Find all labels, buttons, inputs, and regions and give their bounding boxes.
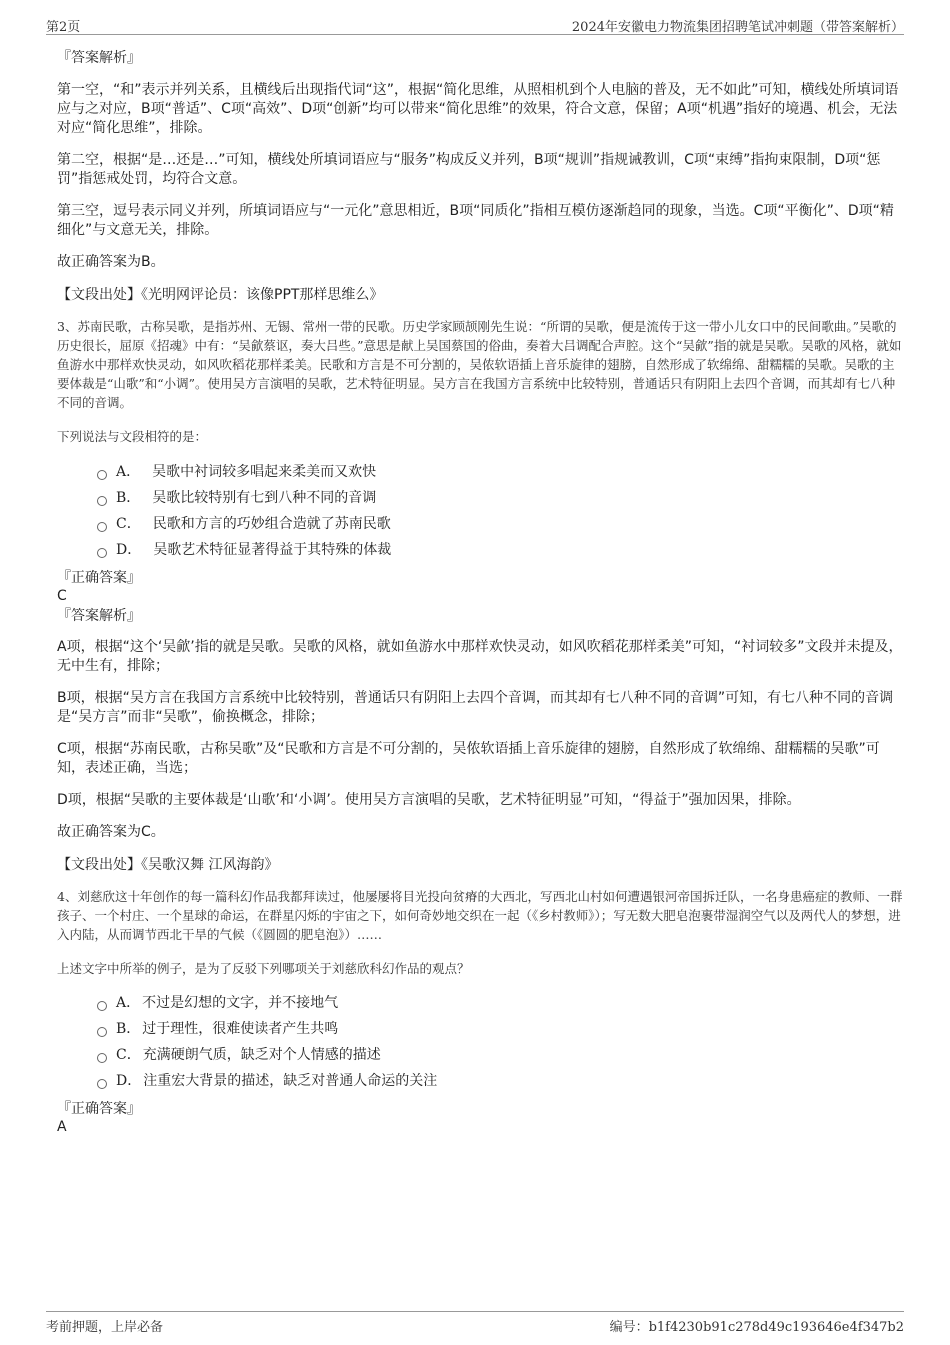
radio-icon[interactable] bbox=[97, 522, 107, 532]
document-title: 2024年安徽电力物流集团招聘笔试冲刺题（带答案解析） bbox=[571, 20, 904, 35]
radio-icon[interactable] bbox=[97, 496, 107, 506]
analysis-conclusion: 故正确答案为C。 bbox=[57, 824, 165, 840]
answer-analysis-label: 『答案解析』 bbox=[57, 50, 141, 66]
question-stem: 下列说法与文段相符的是： bbox=[57, 429, 208, 444]
option-list bbox=[57, 459, 904, 563]
document-id: 编号：b1f4230b91c278d49c193646e4f347b2 bbox=[609, 1320, 904, 1335]
footer-slogan: 考前押题，上岸必备 bbox=[46, 1320, 164, 1335]
source-citation: 【文段出处】《光明网评论员：该像PPT那样思维么》 bbox=[57, 287, 384, 303]
radio-icon[interactable] bbox=[97, 1079, 107, 1089]
analysis-paragraph: C项，根据“苏南民歌，古称吴歌”及“民歌和方言是不可分割的，吴侬软语插上音乐旋律的翅膀，自然形成了软绵绵、甜糯糯的吴歌”可知，表述正确，当选； bbox=[57, 741, 880, 776]
document-content bbox=[57, 46, 904, 1136]
source-citation: 【文段出处】《吴歌汉舞 江风海韵》 bbox=[57, 857, 279, 873]
radio-icon[interactable] bbox=[97, 548, 107, 558]
correct-answer-label: 『正确答案』 bbox=[57, 1101, 141, 1117]
correct-answer-label: 『正确答案』 bbox=[57, 570, 141, 586]
analysis-paragraph: D项，根据“吴歌的主要体裁是‘山歌’和‘小调’。使用吴方言演唱的吴歌，艺术特征明显”可知，“得益于”强加因果，排除。 bbox=[57, 792, 801, 808]
analysis-paragraph: 第二空，根据“是…还是…”可知，横线处所填词语应与“服务”构成反义并列，B项“规训”指规诫教训，C项“束缚”指拘束限制，D项“惩罚”指惩戒处罚，均符合文意。 bbox=[57, 152, 881, 187]
correct-answer: A bbox=[57, 1119, 67, 1135]
radio-icon[interactable] bbox=[97, 1053, 107, 1063]
question-passage: 3、苏南民歌，古称吴歌，是指苏州、无锡、常州一带的民歌。历史学家顾颉刚先生说：“所谓的吴歌，便是流传于这一带小儿女口中的民间歌曲。”吴歌的历史很长，屈原《招魂》中有：“吴歈蔡讴，奏大吕些。”意思是献上吴国蔡国的俗曲，奏着大吕调配合声腔。这个“吴歈”指的就是吴歌。吴歌的风格，就如鱼游水中那样欢快灵动，如风吹稻花那样柔美。民歌和方言是不可分割的，吴侬软语插上音乐旋律的翅膀，自然形成了软绵绵、甜糯糯的吴歌。吴歌的主要体裁是“山歌”和“小调”。使用吴方言演唱的吴歌，艺术特征明显。吴方言在我国方言系统中比较特别，普通话只有阴阳上去四个音调，而其却有七八种不同的音调。 bbox=[57, 319, 902, 410]
option-d[interactable]: D． 注重宏大背景的描述，缺乏对普通人命运的关注 bbox=[97, 1068, 904, 1094]
analysis-paragraph: A项，根据“这个‘吴歈’指的就是吴歌。吴歌的风格，就如鱼游水中那样欢快灵动，如风吹稻花那样柔美”可知，“衬词较多”文段并未提及，无中生有，排除； bbox=[57, 639, 903, 674]
option-a[interactable]: A． 不过是幻想的文字，并不接地气 bbox=[97, 990, 904, 1016]
radio-icon[interactable] bbox=[97, 1027, 107, 1037]
analysis-paragraph: 第三空，逗号表示同义并列，所填词语应与“一元化”意思相近，B项“同质化”指相互模仿逐渐趋同的现象，当选。C项“平衡化”、D项“精细化”与文意无关，排除。 bbox=[57, 203, 894, 238]
question-stem: 上述文字中所举的例子，是为了反驳下列哪项关于刘慈欣科幻作品的观点？ bbox=[57, 961, 470, 976]
radio-icon[interactable] bbox=[97, 470, 107, 480]
option-c[interactable]: C． 民歌和方言的巧妙组合造就了苏南民歌 bbox=[97, 511, 904, 537]
correct-answer: C bbox=[57, 588, 67, 604]
option-b[interactable]: B． 吴歌比较特别有七到八种不同的音调 bbox=[97, 485, 904, 511]
option-a[interactable]: A． 吴歌中衬词较多唱起来柔美而又欢快 bbox=[97, 459, 904, 485]
radio-icon[interactable] bbox=[97, 1001, 107, 1011]
option-c[interactable]: C． 充满硬朗气质，缺乏对个人情感的描述 bbox=[97, 1042, 904, 1068]
option-list bbox=[57, 990, 904, 1094]
page-footer bbox=[46, 1311, 904, 1335]
answer-analysis-label: 『答案解析』 bbox=[57, 608, 141, 624]
analysis-conclusion: 故正确答案为B。 bbox=[57, 254, 165, 270]
page-header bbox=[46, 14, 904, 35]
question-passage: 4、刘慈欣这十年创作的每一篇科幻作品我都拜读过，他屡屡将目光投向贫瘠的大西北，写西北山村如何遭遇银河帝国拆迁队，一名身患癌症的教师、一群孩子、一个村庄、一个星球的命运，在群星闪烁的宇宙之下，如何奇妙地交织在一起（《乡村教师》）；写无数大肥皂泡裹带湿润空气以及两代人的梦想，进入内陆，从而调节西北干旱的气候（《圆圆的肥皂泡》）…… bbox=[57, 889, 903, 942]
page-number: 第2页 bbox=[46, 20, 81, 35]
option-b[interactable]: B． 过于理性，很难使读者产生共鸣 bbox=[97, 1016, 904, 1042]
option-d[interactable]: D． 吴歌艺术特征显著得益于其特殊的体裁 bbox=[97, 537, 904, 563]
analysis-paragraph: B项，根据“吴方言在我国方言系统中比较特别，普通话只有阴阳上去四个音调，而其却有七八种不同的音调”可知，有七八种不同的音调是“吴方言”而非“吴歌”，偷换概念，排除； bbox=[57, 690, 894, 725]
analysis-paragraph: 第一空，“和”表示并列关系，且横线后出现指代词“这”，根据“简化思维，从照相机到个人电脑的普及，无不如此”可知，横线处所填词语应与之对应，B项“普适”、C项“高效”、D项“创新”均可以带来“简化思维”的效果，符合文意，保留；A项“机遇”指好的境遇、机会，无法对应“简化思维”，排除。 bbox=[57, 82, 899, 136]
